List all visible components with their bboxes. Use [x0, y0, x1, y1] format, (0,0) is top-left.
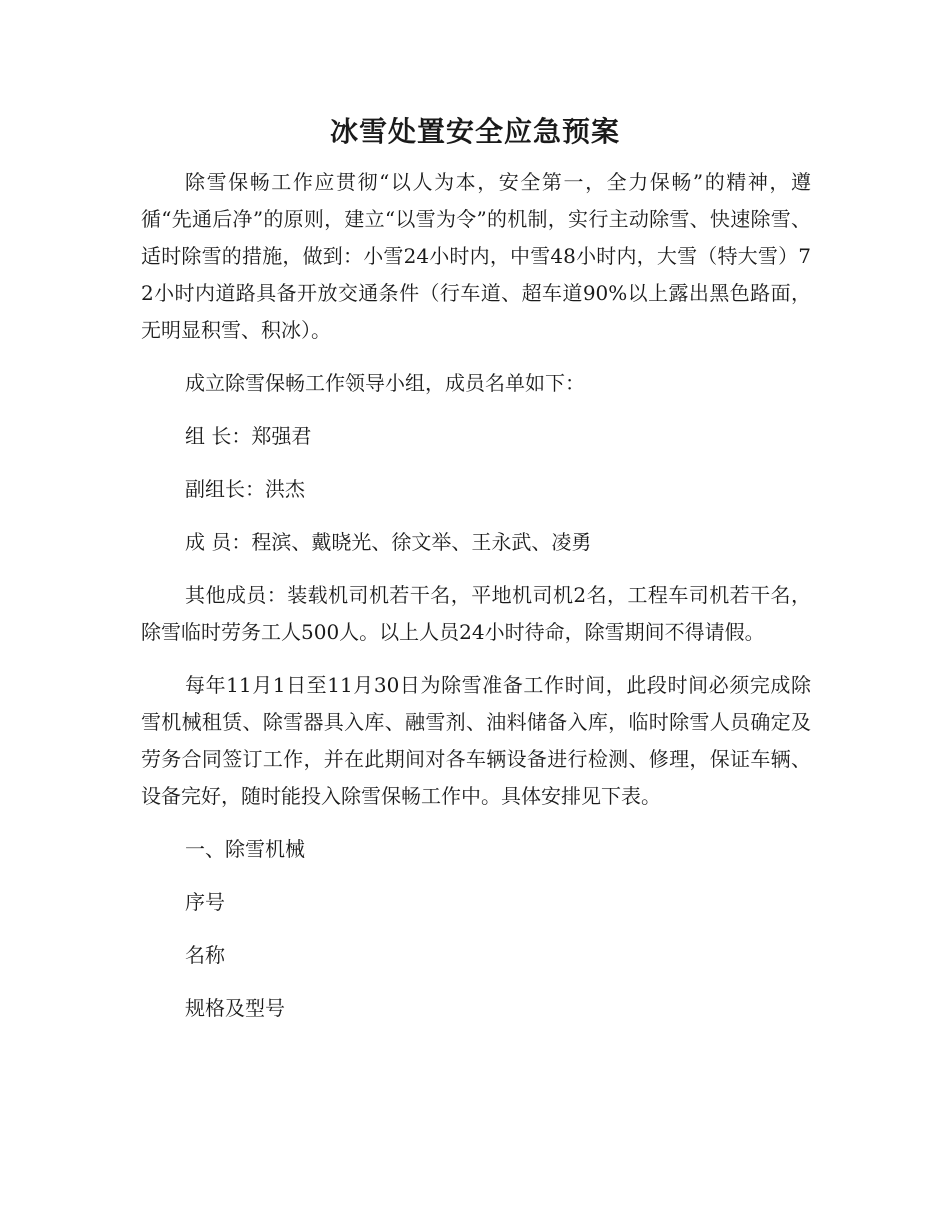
table-header-name: 名称	[185, 943, 225, 967]
paragraph-principles: 除雪保畅工作应贯彻“以人为本，安全第一，全力保畅”的精神，遵循“先通后净”的原则，建立“以雪为令”的机制，实行主动除雪、快速除雪、适时除雪的措施，做到：小雪24小时内，中雪48小时内，大雪（特大雪）72小时内道路具备开放交通条件（行车道、超车道90%以上露出黑色路面，无明显积雪、积冰）。	[141, 170, 811, 342]
section-heading-machinery: 一、除雪机械	[185, 837, 305, 861]
document-body	[141, 164, 811, 1043]
paragraph-leadership-group: 成立除雪保畅工作领导小组，成员名单如下：	[185, 371, 585, 395]
table-header-serial: 序号	[185, 890, 225, 914]
table-header-spec: 规格及型号	[185, 996, 285, 1020]
document-title: 冰雪处置安全应急预案	[329, 115, 620, 148]
paragraph-preparation: 每年11月1日至11月30日为除雪准备工作时间，此段时间必须完成除雪机械租赁、除雪器具入库、融雪剂、油料储备入库，临时除雪人员确定及劳务合同签订工作，并在此期间对各车辆设备进行检测、修理，保证车辆、设备完好，随时能投入除雪保畅工作中。具体安排见下表。	[141, 673, 811, 808]
paragraph-other-members: 其他成员：装载机司机若干名，平地机司机2名，工程车司机若干名，除雪临时劳务工人500人。以上人员24小时待命，除雪期间不得请假。	[141, 583, 811, 644]
paragraph-group-leader: 组 长：郑强君	[185, 424, 312, 448]
paragraph-members: 成 员：程滨、戴晓光、徐文举、王永武、凌勇	[185, 530, 592, 554]
paragraph-deputy-leader: 副组长：洪杰	[185, 477, 305, 501]
